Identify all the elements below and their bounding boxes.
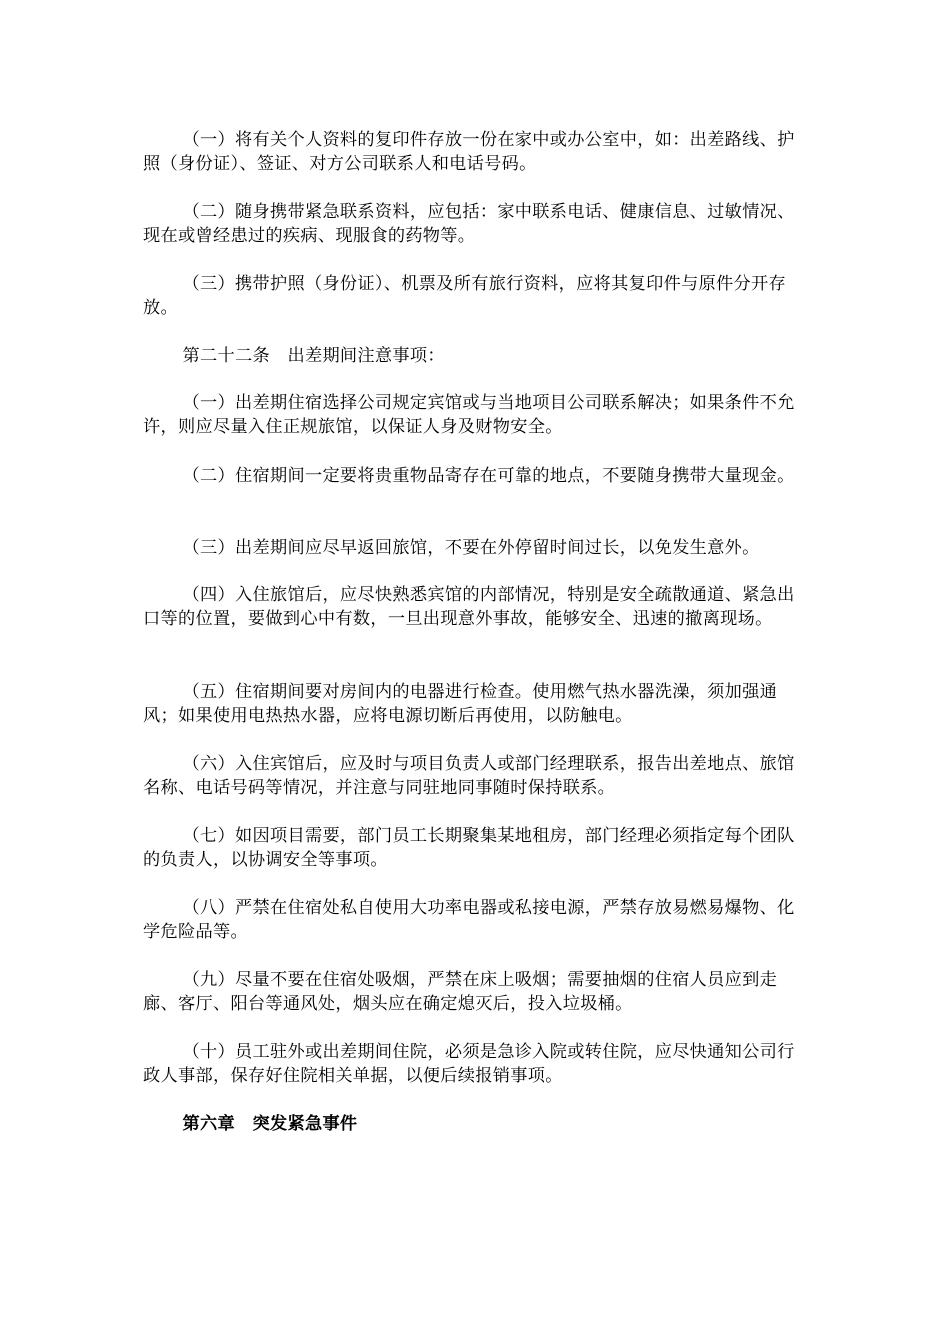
paragraph-accommodation: （一）出差期住宿选择公司规定宾馆或与当地项目公司联系解决；如果条件不允许，则应尽量入住正规旅馆，以保证人身及财物安全。 <box>143 393 795 437</box>
paragraph-emergency-contact: （二）随身携带紧急联系资料，应包括：家中联系电话、健康信息、过敏情况、现在或曾经患过的疾病、现服食的药物等。 <box>143 202 795 246</box>
paragraph-electrical-check: （五）住宿期间要对房间内的电器进行检查。使用燃气热水器洗澡，须加强通风；如果使用电热热水器，应将电源切断后再使用，以防触电。 <box>143 682 778 726</box>
paragraph-hotel-exits: （四）入住旅馆后，应尽快熟悉宾馆的内部情况，特别是安全疏散通道、紧急出口等的位置，要做到心中有数，一旦出现意外事故，能够安全、迅速的撤离现场。 <box>143 585 795 629</box>
paragraph-valuables: （二）住宿期间一定要将贵重物品寄存在可靠的地点，不要随身携带大量现金。 <box>182 466 795 486</box>
paragraph-personal-documents: （一）将有关个人资料的复印件存放一份在家中或办公室中，如：出差路线、护照（身份证）、签证、对方公司联系人和电话号码。 <box>143 130 795 174</box>
paragraph-passport-copies: （三）携带护照（身份证）、机票及所有旅行资料，应将其复印件与原件分开存放。 <box>143 274 787 318</box>
paragraph-prohibited-items: （八）严禁在住宿处私自使用大功率电器或私接电源，严禁存放易燃易爆物、化学危险品等。 <box>143 898 795 942</box>
paragraph-report-contact: （六）入住宾馆后，应及时与项目负责人或部门经理联系，报告出差地点、旅馆名称、电话号码等情况，并注意与同驻地同事随时保持联系。 <box>143 754 795 798</box>
paragraph-team-leader: （七）如因项目需要，部门员工长期聚集某地租房，部门经理必须指定每个团队的负责人，以协调安全等事项。 <box>143 826 795 870</box>
paragraph-hospitalization: （十）员工驻外或出差期间住院，必须是急诊入院或转住院，应尽快通知公司行政人事部，保存好住院相关单据，以便后续报销事项。 <box>143 1042 795 1086</box>
article-22-heading: 第二十二条 出差期间注意事项： <box>182 346 445 366</box>
paragraph-smoking: （九）尽量不要在住宿处吸烟，严禁在床上吸烟；需要抽烟的住宿人员应到走廊、客厅、阳台等通风处，烟头应在确定熄灭后，投入垃圾桶。 <box>143 970 778 1014</box>
paragraph-return-early: （三）出差期间应尽早返回旅馆，不要在外停留时间过长，以免发生意外。 <box>182 538 760 558</box>
chapter-heading: 第六章 突发紧急事件 <box>182 1114 358 1134</box>
